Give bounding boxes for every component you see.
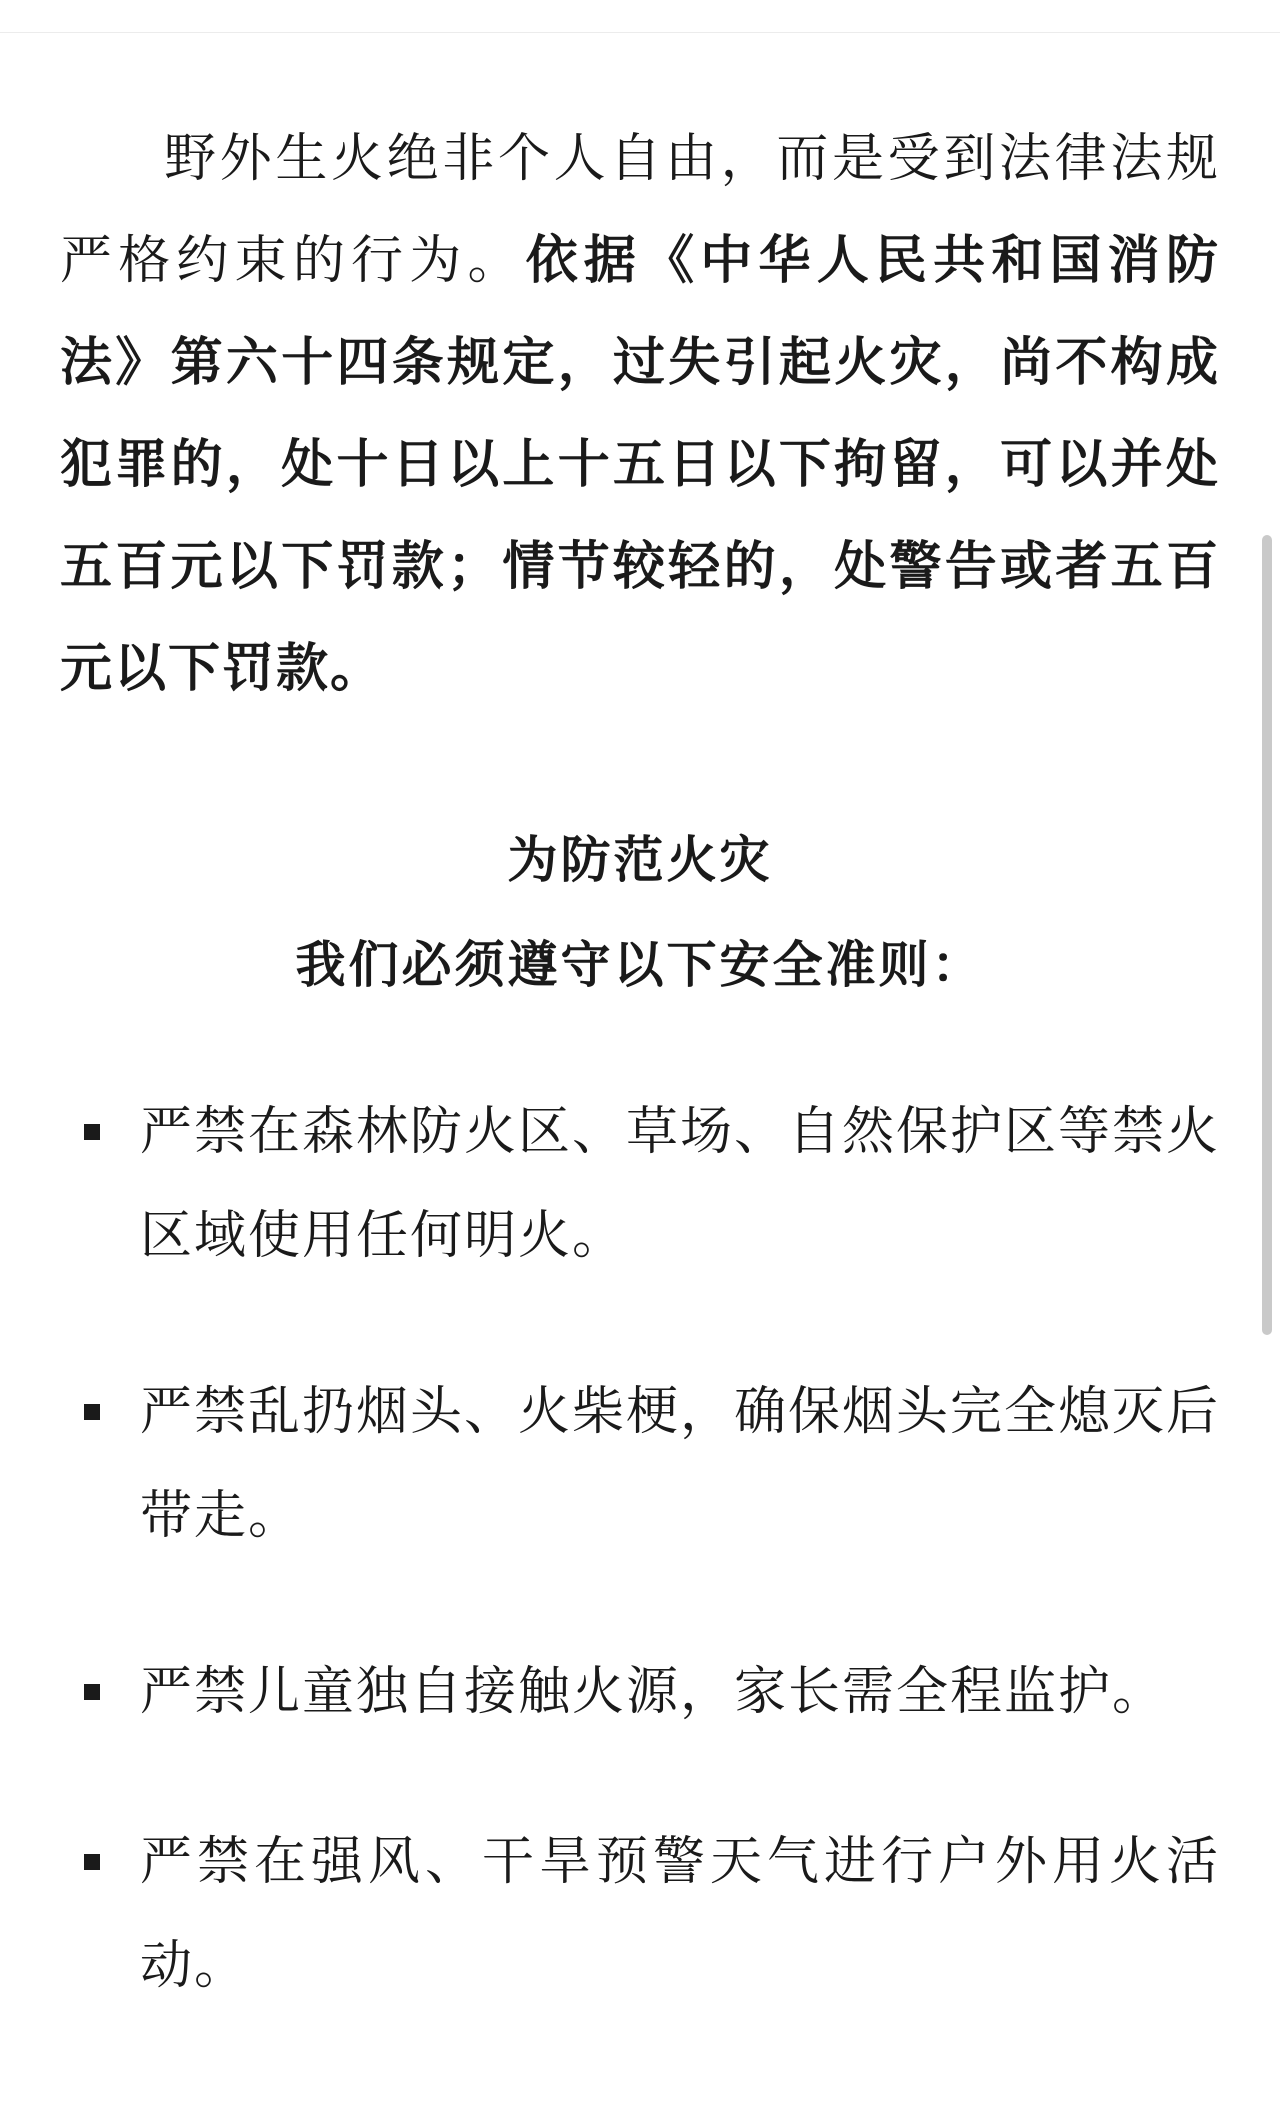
intro-paragraph	[60, 108, 1220, 720]
intro-law-citation: 依据《中华人民共和国消防法》第六十四条规定，过失引起火灾，尚不构成犯罪的，处十日以上十五日以下拘留，可以并处五百元以下罚款；情节较轻的，处警告或者五百元以下罚款。	[60, 231, 1220, 699]
rule-text: 严禁在森林防火区、草场、自然保护区等禁火区域使用任何明火。	[140, 1102, 1221, 1266]
intro-normal-text: 野外生火绝非个人自由，而是受到法律法规严格约束的行为。	[60, 129, 1220, 291]
section-heading-line1: 为防范火灾	[507, 831, 773, 889]
rule-text: 严禁儿童独自接触火源，家长需全程监护。	[140, 1662, 1167, 1722]
square-bullet-icon	[84, 1404, 100, 1420]
square-bullet-icon	[84, 1854, 100, 1870]
vertical-scrollbar[interactable]	[1262, 535, 1272, 1335]
rule-text: 严禁在强风、干旱预警天气进行户外用火活动。	[140, 1832, 1220, 1996]
section-heading-line2: 我们必须遵守以下安全准则：	[295, 936, 985, 994]
top-bar	[0, 0, 1280, 33]
square-bullet-icon	[84, 1124, 100, 1140]
rule-text: 严禁乱扔烟头、火柴梗，确保烟头完全熄灭后带走。	[140, 1382, 1221, 1546]
square-bullet-icon	[84, 1684, 100, 1700]
